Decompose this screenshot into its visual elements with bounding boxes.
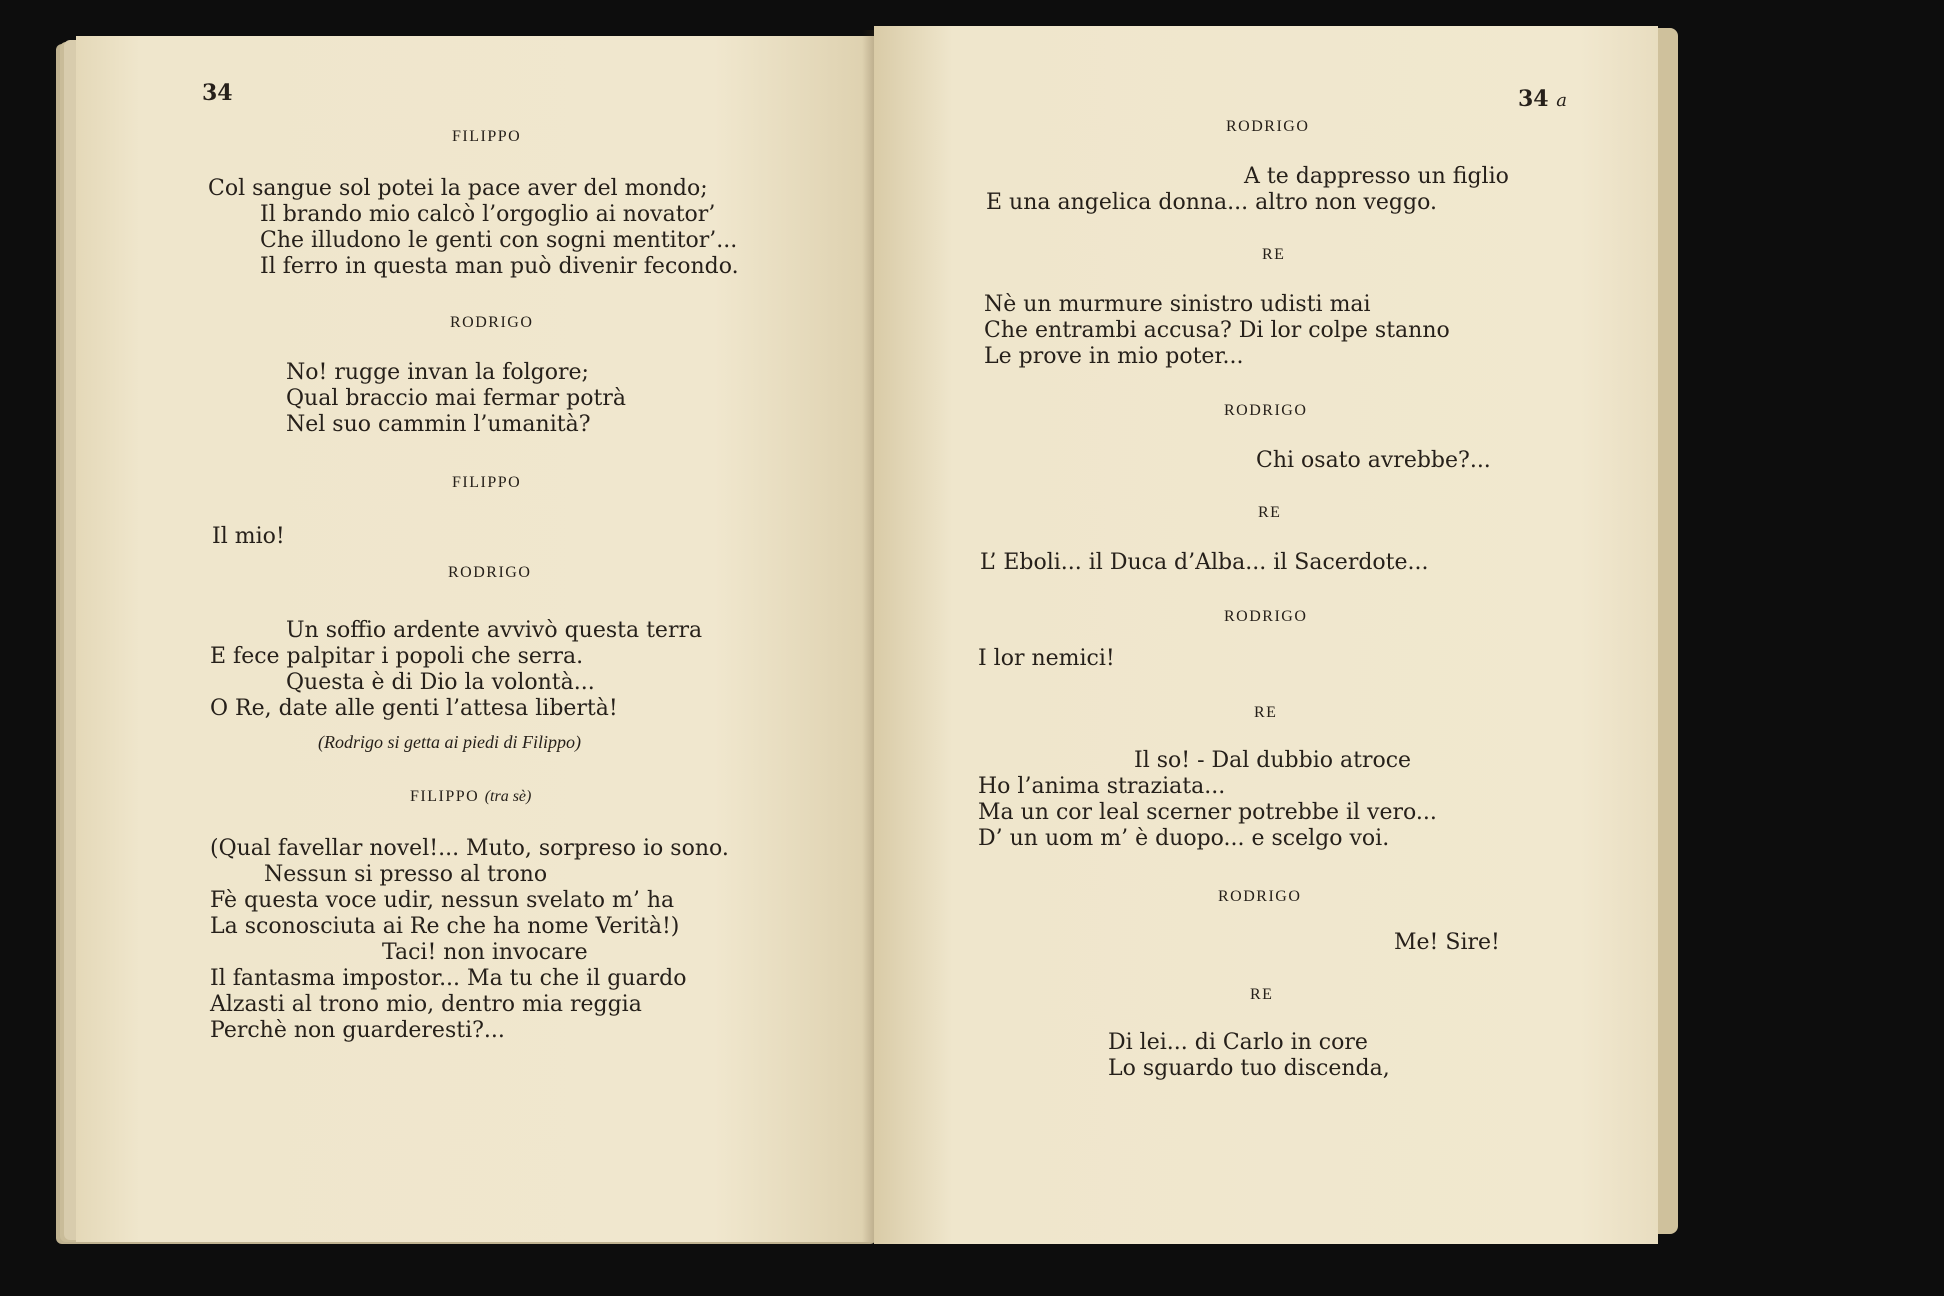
aside-direction: (tra sè): [484, 788, 532, 805]
stage-direction: (Rodrigo si getta ai piedi di Filippo): [318, 732, 581, 752]
speaker-name: FILIPPO: [410, 788, 480, 805]
verse-line: Il fantasma impostor... Ma tu che il guardo: [210, 966, 687, 991]
verse-line: Me! Sire!: [1394, 930, 1500, 955]
verse-line: Il brando mio calcò l’orgoglio ai novator’: [260, 202, 716, 227]
verse-line: Nè un murmure sinistro udisti mai: [984, 292, 1371, 317]
verse-line: Ma un cor leal scerner potrebbe il vero...: [978, 800, 1437, 825]
verse-line: Questa è di Dio la volontà...: [286, 670, 595, 695]
verse-line: Qual braccio mai fermar potrà: [286, 386, 626, 411]
speaker-label: RODRIGO: [448, 564, 532, 581]
verse-line: Nessun si presso al trono: [264, 862, 548, 887]
page-number-suffix: a: [1556, 90, 1568, 111]
speaker-label: RE: [1254, 704, 1278, 721]
verse-line: (Qual favellar novel!... Muto, sorpreso io sono.: [210, 836, 729, 861]
speaker-label: RE: [1258, 504, 1282, 521]
verse-line: Fè questa voce udir, nessun svelato m’ ha: [210, 888, 675, 913]
speaker-label: RODRIGO: [1226, 118, 1310, 135]
verse-line: Chi osato avrebbe?...: [1256, 448, 1491, 473]
page-number: 34: [202, 80, 233, 106]
verse-line: Alzasti al trono mio, dentro mia reggia: [210, 992, 642, 1017]
speaker-label: RE: [1262, 246, 1286, 263]
verse-line: Perchè non guarderesti?...: [210, 1018, 505, 1043]
verse-line: La sconosciuta ai Re che ha nome Verità!): [210, 914, 680, 939]
verse-line: A te dappresso un figlio: [1244, 164, 1509, 189]
page-number-value: 34: [1518, 86, 1549, 112]
verse-line: Le prove in mio poter...: [984, 344, 1244, 369]
verse-line: Nel suo cammin l’umanità?: [286, 412, 591, 437]
verse-line: E fece palpitar i popoli che serra.: [210, 644, 584, 669]
page-number: [1518, 86, 1567, 112]
verse-line: E una angelica donna... altro non veggo.: [986, 190, 1437, 215]
verse-line: D’ un uom m’ è duopo... e scelgo voi.: [978, 826, 1390, 851]
verse-line: Lo sguardo tuo discenda,: [1108, 1056, 1390, 1081]
verse-line: Ho l’anima straziata...: [978, 774, 1226, 799]
speaker-label: RE: [1250, 986, 1274, 1003]
speaker-label: RODRIGO: [1218, 888, 1302, 905]
speaker-label: RODRIGO: [1224, 402, 1308, 419]
speaker-label: FILIPPO: [452, 128, 522, 145]
verse-line: O Re, date alle genti l’attesa libertà!: [210, 696, 618, 721]
verse-line: L’ Eboli... il Duca d’Alba... il Sacerdote...: [980, 550, 1429, 575]
speaker-label: RODRIGO: [450, 314, 534, 331]
verse-line: No! rugge invan la folgore;: [286, 360, 589, 385]
verse-line: Il ferro in questa man può divenir fecondo.: [260, 254, 739, 279]
verse-line: Il so! - Dal dubbio atroce: [1134, 748, 1412, 773]
verse-line: Taci! non invocare: [382, 940, 588, 965]
verse-line: I lor nemici!: [978, 646, 1115, 671]
speaker-label: RODRIGO: [1224, 608, 1308, 625]
speaker-label: [410, 788, 531, 806]
left-page: [76, 36, 874, 1242]
verse-line: Di lei... di Carlo in core: [1108, 1030, 1368, 1055]
verse-line: Col sangue sol potei la pace aver del mondo;: [208, 176, 708, 201]
verse-line: Che illudono le genti con sogni mentitor’...: [260, 228, 738, 253]
right-page: [874, 26, 1658, 1244]
speaker-label: FILIPPO: [452, 474, 522, 491]
verse-line: Un soffio ardente avvivò questa terra: [286, 618, 703, 643]
verse-line: Il mio!: [212, 524, 285, 549]
verse-line: Che entrambi accusa? Di lor colpe stanno: [984, 318, 1450, 343]
